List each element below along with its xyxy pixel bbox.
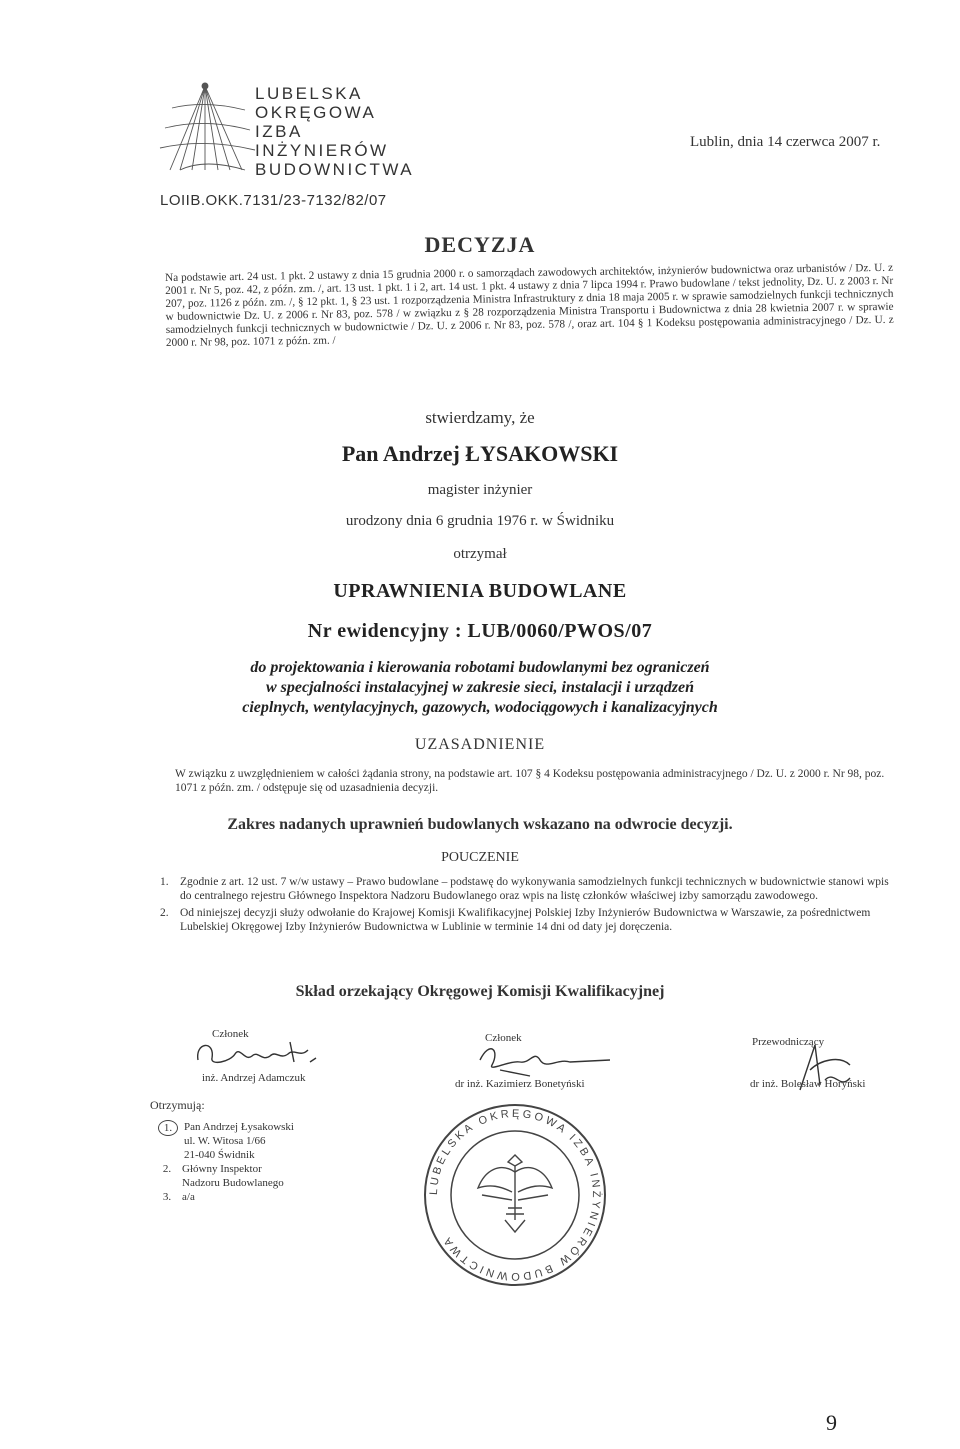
instruction-text: Od niniejszej decyzji służy odwołanie do Krajowej Komisji Kwalifikacyjnej Polskiej Izby Inżynierów Budownictwa w Warszawie, za pośrednictwem Lubelskiej Okręgowej Izby Inżynierów Budownictwa w Lublinie w terminie 14 dni od daty jej doręczenia.	[180, 907, 871, 933]
legal-basis: Na podstawie art. 24 ust. 1 pkt. 2 ustawy z dnia 15 grudnia 2000 r. o samorządach zawodowych architektów, inżynierów budownictwa oraz urbanistów / Dz. U. z 2001 r. Nr 5, poz. 42, z późn. zm. /, art. 13 ust. 1 pkt. 1 i 2, art. 14 ust. 1 pkt. 4 ustawy z dnia 7 lipca 1994 r. Prawo budowlane / tekst jednolity, Dz. U. z 2003 r. Nr 207, poz. 1126 z późn. zm. /, § 12 pkt. 1, § 23 ust. 1 rozporządzenia Ministra Infrastruktury z dnia 18 maja 2005 r. w sprawie samodzielnych funkcji technicznych w budownictwie Dz. U. z 2006 r. Nr 83, poz. 578 / w związku z § 28 rozporządzenia Ministra Transportu i Budownictwa z dnia 28 kwietnia 2007 r. w sprawie samodzielnych funkcji technicznych w budownictwie / Dz. U. z 2006 r. Nr 83, poz. 578 /, oraz art. 104 § 1 Kodeksu postępowania administracyjnego / Dz. U. z 2000 r. Nr 98, poz. 1071 z późn. zm. /	[165, 261, 894, 349]
recipient-number: 2.	[162, 1163, 172, 1175]
instruction-number: 1.	[160, 876, 169, 888]
member-role: Członek	[212, 1028, 249, 1040]
org-line: INŻYNIERÓW	[255, 141, 389, 160]
scope-line: cieplnych, wentylacyjnych, gazowych, wodociągowych i kanalizacyjnych	[242, 699, 718, 716]
recipient-line: Pan Andrzej Łysakowski	[184, 1121, 294, 1133]
stamp-icon	[420, 1100, 610, 1290]
permit-scope	[0, 658, 960, 718]
compass-logo-icon	[150, 78, 260, 178]
recipients-heading: Otrzymują:	[150, 1098, 205, 1112]
recipient-number: 1.	[158, 1120, 178, 1136]
instruction-text: Zgodnie z art. 12 ust. 7 w/w ustawy – Prawo budowlane – podstawę do wykonywania samodzielnych funkcji technicznych w budownictwie stanowi wpis do centralnego rejestru Głównego Inspektora Nadzoru Budowlanego oraz wpis na listę członków właściwej izby samorządu zawodowego.	[180, 876, 889, 902]
recipient-line: Główny Inspektor	[182, 1163, 262, 1175]
instruction-item	[160, 907, 895, 934]
signature-icon	[190, 1032, 330, 1072]
justification-text: W związku z uwzględnieniem w całości żądania strony, na podstawie art. 107 § 4 Kodeksu postępowania administracyjnego / Dz. U. z 2000 r. Nr 98, poz. 1071 z późn. zm. / odstępuje się od uzasadnienia decyzji.	[175, 768, 885, 794]
recipient-line: 21-040 Świdnik	[184, 1149, 255, 1161]
eagle-emblem-icon	[478, 1155, 552, 1232]
recipient-line: a/a	[182, 1191, 195, 1203]
permit-title: UPRAWNIENIA BUDOWLANE	[333, 580, 627, 602]
recipient-line: ul. W. Witosa 1/66	[184, 1135, 266, 1147]
member-role: Członek	[485, 1032, 522, 1044]
member-role: Przewodniczący	[752, 1036, 825, 1048]
justification-heading: UZASADNIENIE	[414, 736, 546, 753]
stwierdzamy-text: stwierdzamy, że	[425, 408, 535, 427]
recipients-list	[158, 1120, 294, 1204]
instruction-number: 2.	[160, 907, 169, 919]
place-date: Lublin, dnia 14 czerwca 2007 r.	[690, 134, 881, 150]
scope-line: do projektowania i kierowania robotami budowlanymi bez ograniczeń	[250, 659, 710, 676]
scope-line: w specjalności instalacyjnej w zakresie sieci, instalacji i urządzeń	[265, 679, 694, 696]
recipient-number: 3.	[162, 1191, 172, 1203]
committee-heading: Skład orzekający Okręgowej Komisji Kwalifikacyjnej	[295, 983, 665, 1000]
stamp-ring-text: LUBELSKA OKRĘGOWA IZBA INŻYNIERÓW BUDOWNICTWA	[427, 1107, 603, 1283]
chamber-logo	[150, 78, 260, 178]
instruction-item	[160, 876, 895, 903]
recipient-item	[158, 1162, 294, 1190]
organization-name	[255, 84, 414, 179]
person-name: Pan Andrzej ŁYSAKOWSKI	[341, 441, 619, 466]
reference-number: LOIIB.OKK.7131/23-7132/82/07	[160, 192, 387, 209]
member-name: dr inż. Kazimierz Bonetyński	[455, 1078, 585, 1090]
received-text: otrzymał	[453, 546, 507, 562]
org-line: IZBA	[255, 122, 303, 141]
birth-info: urodzony dnia 6 grudnia 1976 r. w Świdniku	[345, 513, 615, 529]
page-number: 9	[826, 1410, 837, 1435]
scope-note: Zakres nadanych uprawnień budowlanych wskazano na odwrocie decyzji.	[227, 816, 733, 833]
org-line: BUDOWNICTWA	[255, 160, 415, 179]
org-line: OKRĘGOWA	[255, 103, 377, 122]
recipient-item	[158, 1120, 294, 1162]
member-name: inż. Andrzej Adamczuk	[202, 1072, 306, 1084]
degree: magister inżynier	[427, 482, 533, 498]
signature-icon	[780, 1040, 860, 1100]
recipient-item	[158, 1190, 294, 1204]
instruction-heading: POUCZENIE	[441, 850, 519, 865]
document-title: DECYZJA	[424, 232, 536, 257]
official-stamp	[420, 1100, 610, 1290]
org-line: LUBELSKA	[255, 84, 363, 103]
signature-icon	[470, 1040, 620, 1080]
recipient-line: Nadzoru Budowlanego	[182, 1177, 284, 1189]
registration-number: Nr ewidencyjny : LUB/0060/PWOS/07	[307, 620, 653, 642]
instruction-list	[160, 876, 895, 934]
member-name: dr inż. Bolesław Horyński	[750, 1078, 866, 1090]
